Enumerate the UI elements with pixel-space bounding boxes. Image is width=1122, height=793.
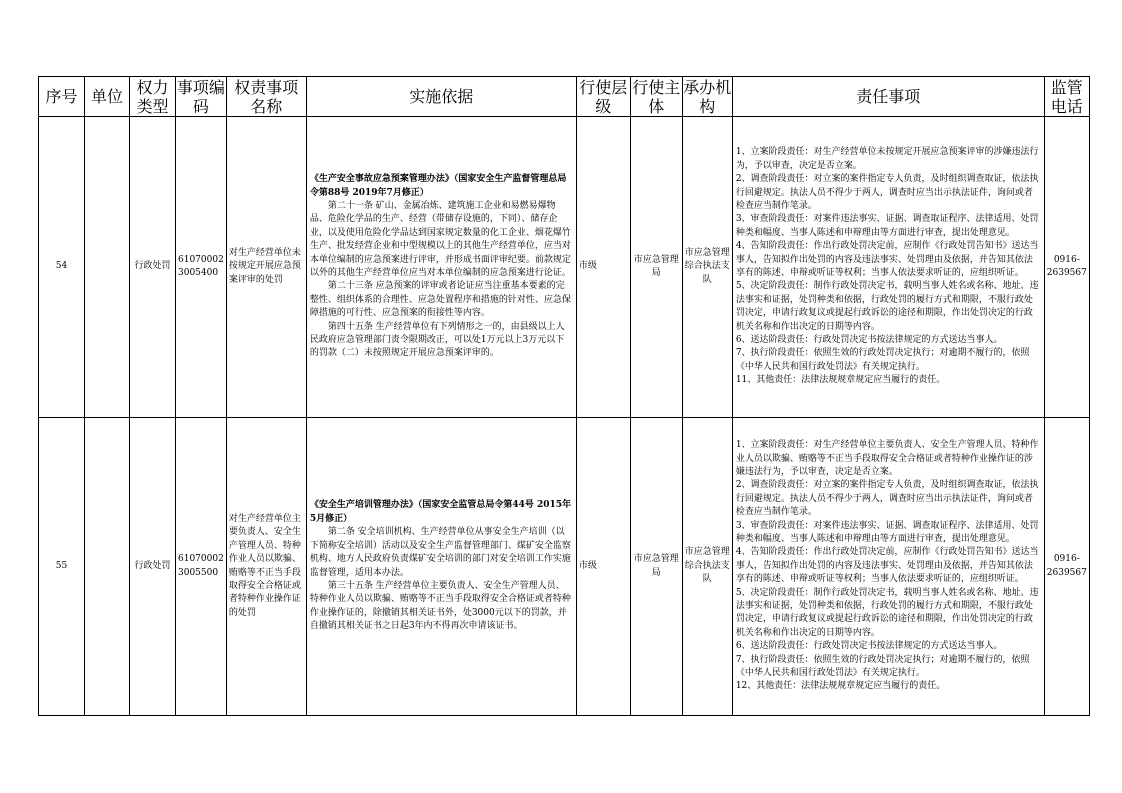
header-power-type: 权力类型 xyxy=(130,77,176,117)
basis-title: 《安全生产培训管理办法》（国家安全监管总局令第44号 2015年5月修正） xyxy=(309,500,572,524)
responsibility-item: 5、决定阶段责任：制作行政处罚决定书，载明当事人姓名或名称、地址、违法事实和证据，处罚种类和依据，行政处罚的履行方式和期限，不服行政处罚决定，申请行政复议或提起行政诉讼的途径和期限，作出处罚决定的行政机关名称和作出决定的日期等内容。 xyxy=(735,281,1039,332)
authority-table xyxy=(38,76,1090,716)
cell-power-type: 行政处罚 xyxy=(130,418,176,716)
header-responsibility: 责任事项 xyxy=(732,77,1044,117)
cell-seq: 54 xyxy=(39,117,85,418)
cell-level: 市级 xyxy=(576,117,630,418)
basis-paragraph: 第二条 安全培训机构、生产经营单位从事安全生产培训（以下简称安全培训）活动以及安全生产监督管理部门、煤矿安全监察机构、地方人民政府负责煤矿安全培训的部门对安全培训工作实施监督管理，适用本办法。 xyxy=(309,527,571,578)
cell-subject: 市应急管理局 xyxy=(630,418,682,716)
responsibility-item: 7、执行阶段责任：依照生效的行政处罚决定执行；对逾期不履行的，依照《中华人民共和国行政处罚法》有关规定执行。 xyxy=(735,348,1030,372)
responsibility-item: 1、立案阶段责任：对生产经营单位主要负责人、安全生产管理人员、特种作业人员以欺骗、贿赂等不正当手段取得安全合格证或者特种作业操作证的涉嫌违法行为，予以审查，决定是否立案。 xyxy=(735,440,1039,477)
basis-paragraph: 第二十三条 应急预案的评审或者论证应当注重基本要素的完整性、组织体系的合理性、应急处置程序和措施的针对性、应急保障措施的可行性、应急预案的衔接性等内容。 xyxy=(309,281,571,319)
basis-paragraph: 第四十五条 生产经营单位有下列情形之一的，由县级以上人民政府应急管理部门责令限期改正，可以处1万元以上3万元以下的罚款（二）未按照规定开展应急预案评审的。 xyxy=(309,321,565,359)
cell-seq: 55 xyxy=(39,418,85,716)
header-basis: 实施依据 xyxy=(306,77,576,117)
cell-level: 市级 xyxy=(576,418,630,716)
responsibility-item: 1、立案阶段责任：对生产经营单位未按规定开展应急预案评审的涉嫌违法行为，予以审查，决定是否立案。 xyxy=(735,147,1039,171)
responsibility-item: 3、审查阶段责任：对案件违法事实、证据、调查取证程序、法律适用、处罚种类和幅度、当事人陈述和申辩理由等方面进行审查，提出处理意见。 xyxy=(735,520,1039,544)
header-unit: 单位 xyxy=(85,77,130,117)
header-row xyxy=(39,77,1090,117)
cell-subject: 市应急管理局 xyxy=(630,117,682,418)
table-row xyxy=(39,117,1090,418)
header-item-code: 事项编码 xyxy=(176,77,225,116)
responsibility-item: 2、调查阶段责任：对立案的案件指定专人负责，及时组织调查取证，依法执行回避规定。执法人员不得少于两人，调查时应当出示执法证件，询问或者检查应当制作笔录。 xyxy=(735,480,1039,518)
cell-unit xyxy=(85,117,130,418)
responsibility-item: 3、审查阶段责任：对案件违法事实、证据、调查取证程序、法律适用、处罚种类和幅度、当事人陈述和申辩理由等方面进行审查，提出处理意见。 xyxy=(735,214,1039,238)
cell-handler: 市应急管理综合执法支队 xyxy=(682,117,732,418)
header-item-name: 权责事项名称 xyxy=(226,77,306,117)
basis-title: 《生产安全事故应急预案管理办法》（国家安全生产监督管理总局令第88号 2019年7月修正） xyxy=(309,174,567,198)
table-row xyxy=(39,418,1090,716)
header-seq: 序号 xyxy=(39,77,85,117)
basis-paragraph: 第二十一条 矿山、金属冶炼、建筑施工企业和易燃易爆物品、危险化学品的生产、经营（带储存设施的，下同）、储存企业，以及使用危险化学品达到国家规定数量的化工企业、烟花爆竹生产、批发经营企业和中型规模以上的其他生产经营单位，应当对本单位编制的应急预案进行评审，并形成书面评审纪要。前款规定以外的其他生产经营单位应当对本单位编制的应急预案进行论证。 xyxy=(309,200,571,278)
cell-item-code: 61070002 3005500 xyxy=(176,418,227,716)
header-phone: 监管电话 xyxy=(1044,77,1089,117)
header-level: 行使层级 xyxy=(576,77,630,117)
cell-item-code: 61070002 3005400 xyxy=(176,117,227,418)
header-handler: 承办机构 xyxy=(683,77,732,116)
basis-paragraph: 第三十五条 生产经营单位主要负责人、安全生产管理人员、特种作业人员以欺骗、贿赂等不正当手段取得安全合格证或者特种作业操作证的，除撤销其相关证书外，处3000元以下的罚款，并自撤销其相关证书之日起3年内不得再次申请该证书。 xyxy=(309,580,571,632)
responsibility-item: 5、决定阶段责任：制作行政处罚决定书，载明当事人姓名或名称、地址、违法事实和证据，处罚种类和依据，行政处罚的履行方式和期限，不服行政处罚决定，申请行政复议或提起行政诉讼的途径和期限，作出处罚决定的行政机关名称和作出决定的日期等内容。 xyxy=(735,587,1039,638)
cell-phone: 0916-2639567 xyxy=(1044,117,1089,418)
cell-phone: 0916-2639567 xyxy=(1044,418,1089,716)
responsibility-item: 7、执行阶段责任：依照生效的行政处罚决定执行；对逾期不履行的，依照《中华人民共和国行政处罚法》有关规定执行。 xyxy=(735,654,1030,679)
cell-responsibility xyxy=(732,418,1044,716)
responsibility-item: 12、其他责任：法律法规规章规定应当履行的责任。 xyxy=(735,681,946,692)
responsibility-item: 11、其他责任：法律法规规章规定应当履行的责任。 xyxy=(735,375,946,386)
responsibility-item: 4、告知阶段责任：作出行政处罚决定前，应制作《行政处罚告知书》送达当事人，告知拟作出处罚的内容及违法事实、处罚理由及依据，并告知其依法享有的陈述、申辩或听证等权利；当事人依法要求听证的，应组织听证。 xyxy=(735,241,1039,278)
cell-responsibility xyxy=(732,117,1044,418)
responsibility-item: 6、送达阶段责任：行政处罚决定书按法律规定的方式送达当事人。 xyxy=(735,641,1003,652)
header-subject: 行使主体 xyxy=(632,77,681,116)
cell-item-name: 对生产经营单位未按规定开展应急预案评审的处罚 xyxy=(226,117,306,418)
cell-unit xyxy=(85,418,130,716)
cell-basis xyxy=(306,117,576,418)
cell-power-type: 行政处罚 xyxy=(130,117,176,418)
responsibility-item: 4、告知阶段责任：作出行政处罚决定前，应制作《行政处罚告知书》送达当事人，告知拟作出处罚的内容及违法事实、处罚理由及依据，并告知其依法享有的陈述、申辩或听证等权利；当事人依法要求听证的，应组织听证。 xyxy=(735,547,1039,585)
responsibility-item: 6、送达阶段责任：行政处罚决定书按法律规定的方式送达当事人。 xyxy=(735,335,1003,346)
cell-basis xyxy=(306,418,576,716)
responsibility-item: 2、调查阶段责任：对立案的案件指定专人负责，及时组织调查取证，依法执行回避规定。执法人员不得少于两人，调查时应当出示执法证件，询问或者检查应当制作笔录。 xyxy=(735,174,1039,211)
cell-handler: 市应急管理综合执法支队 xyxy=(682,418,732,716)
cell-item-name: 对生产经营单位主要负责人、安全生产管理人员、特种作业人员以欺骗、贿赂等不正当手段取得安全合格证或者特种作业操作证的处罚 xyxy=(226,418,306,716)
